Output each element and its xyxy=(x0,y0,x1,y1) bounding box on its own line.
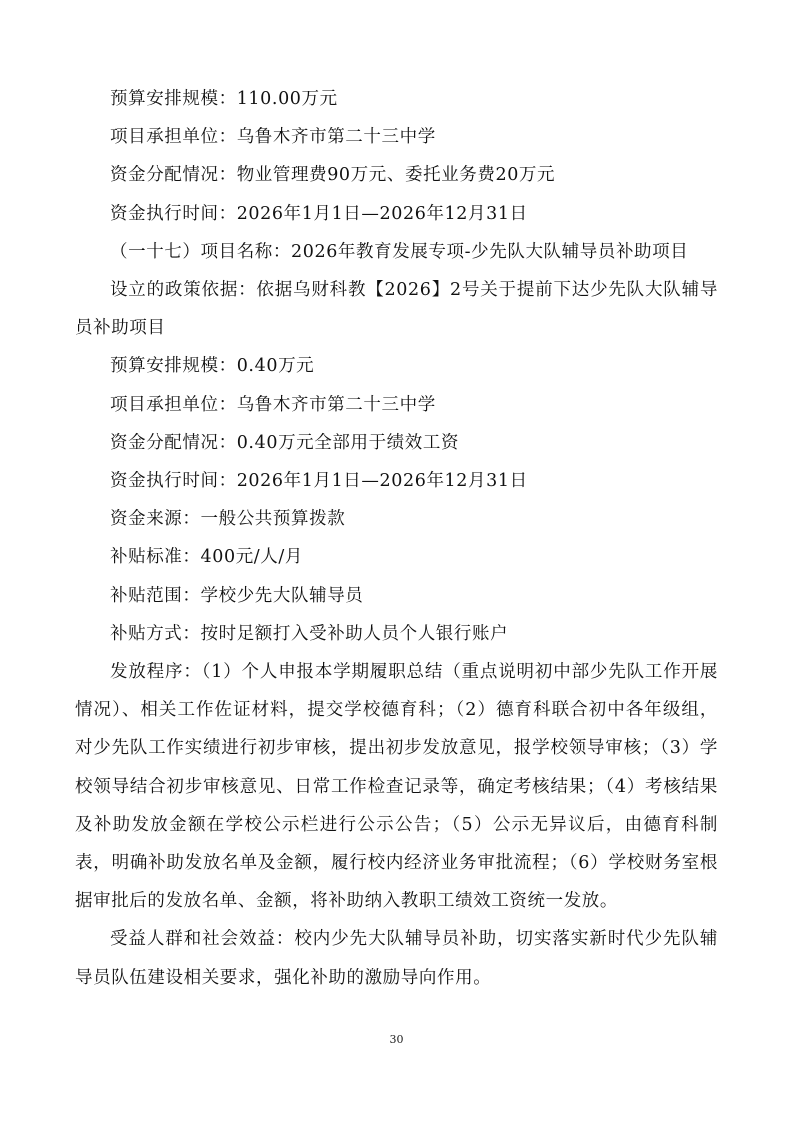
fund-allocation-line: 资金分配情况：物业管理费90万元、委托业务费20万元 xyxy=(110,165,556,186)
undertaking-unit-line: 项目承担单位：乌鲁木齐市第二十三中学 xyxy=(110,394,436,415)
execution-period-line: 资金执行时间：2026年1月1日—2026年12月31日 xyxy=(110,203,528,224)
budget-scale-line: 预算安排规模：0.40万元 xyxy=(110,356,315,377)
subsidy-scope-line: 补贴范围：学校少先大队辅导员 xyxy=(110,585,364,606)
project-name-heading: （一十七）项目名称：2026年教育发展专项-少先队大队辅导员补助项目 xyxy=(110,241,689,262)
policy-basis-paragraph: 设立的政策依据：依据乌财科教【2026】2号关于提前下达少先队大队辅导员补助项目 xyxy=(75,280,718,339)
undertaking-unit-line: 项目承担单位：乌鲁木齐市第二十三中学 xyxy=(110,127,436,148)
budget-scale-line: 预算安排规模：110.00万元 xyxy=(110,89,338,109)
beneficiaries-paragraph: 受益人群和社会效益：校内少先大队辅导员补助，切实落实新时代少先队辅导员队伍建设相关要求，强化补助的激励导向作用。 xyxy=(75,929,718,988)
execution-period-line: 资金执行时间：2026年1月1日—2026年12月31日 xyxy=(110,471,528,492)
fund-source-line: 资金来源：一般公共预算拨款 xyxy=(110,509,346,530)
fund-allocation-line: 资金分配情况：0.40万元全部用于绩效工资 xyxy=(110,432,460,453)
subsidy-standard-line: 补贴标准：400元/人/月 xyxy=(110,547,303,568)
distribution-procedure-paragraph: 发放程序：（1）个人申报本学期履职总结（重点说明初中部少先队工作开展情况）、相关工作佐证材料，提交学校德育科；（2）德育科联合初中各年级组，对少先队工作实绩进行初步审核，提出初步发放意见，报学校领导审核；（3）学校领导结合初步审核意见、日常工作检查记录等，确定考核结果；（4）考核结果及补助发放金额在学校公示栏进行公示公告；（5）公示无异议后，由德育科制表，明确补助发放名单及金额，履行校内经济业务审批流程；（6）学校财务室根据审批后的发放名单、金额，将补助纳入教职工绩效工资统一发放。 xyxy=(75,662,718,912)
subsidy-method-line: 补贴方式：按时足额打入受补助人员个人银行账户 xyxy=(110,623,509,644)
page-number: 30 xyxy=(389,1033,404,1046)
document-body xyxy=(75,80,718,997)
